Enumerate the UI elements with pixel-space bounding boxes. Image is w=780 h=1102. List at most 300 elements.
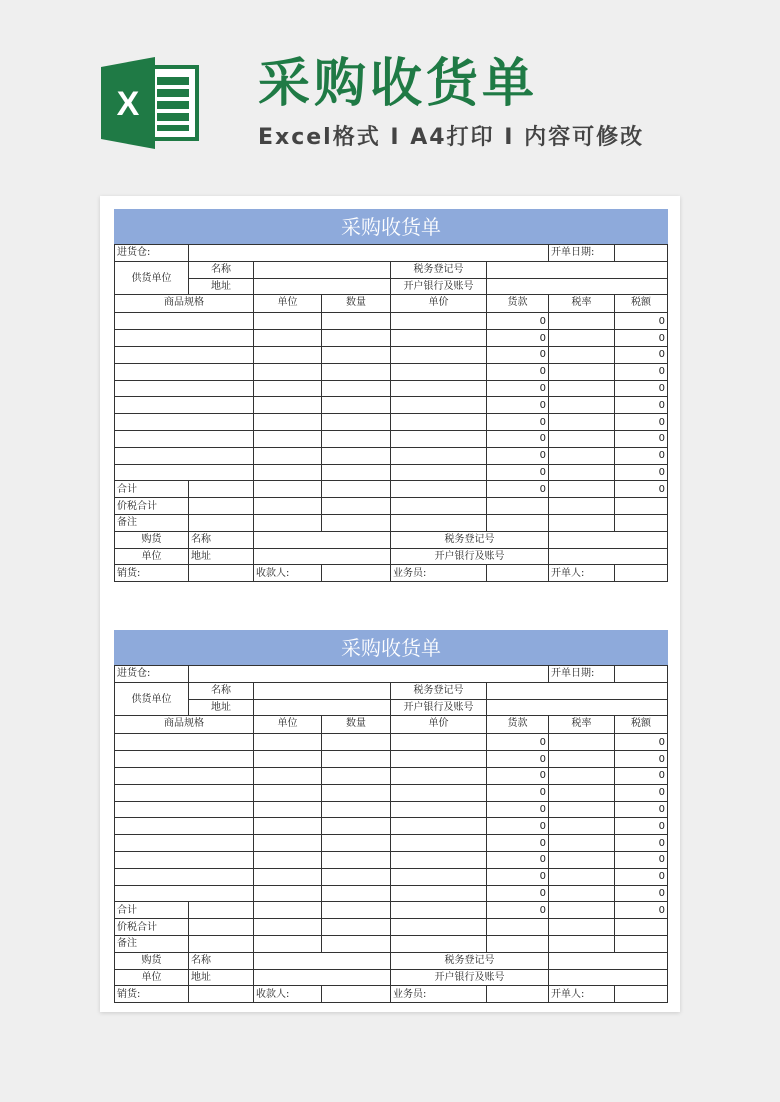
remarks-row-payment[interactable]: [487, 935, 549, 952]
unit-cell[interactable]: [254, 801, 322, 818]
salesperson-label: 业务员:: [391, 565, 487, 582]
tax-amount-cell: 0: [615, 397, 668, 414]
table-row: [115, 531, 668, 548]
tax-amount-cell: 0: [615, 868, 668, 885]
form-title: 采购收货单: [115, 210, 668, 245]
tax-amount-cell: 0: [615, 414, 668, 431]
item-spec-cell[interactable]: [115, 751, 254, 768]
buyer-tax-reg-label: 税务登记号: [391, 952, 549, 969]
purchase-receipt-form-1: [114, 209, 667, 582]
quantity-cell[interactable]: [322, 767, 391, 784]
tax-rate-cell[interactable]: [549, 447, 615, 464]
table-cell[interactable]: [549, 481, 615, 498]
unit-price-cell[interactable]: [391, 818, 487, 835]
payment-cell: 0: [487, 363, 549, 380]
table-cell[interactable]: [549, 514, 615, 531]
supplier-bank-label: 开户银行及账号: [391, 278, 487, 295]
table-row: [115, 295, 668, 313]
table-row: [115, 481, 668, 498]
table-cell[interactable]: [254, 902, 322, 919]
warehouse-input[interactable]: [189, 245, 549, 262]
buyer-address-label: 地址: [189, 548, 254, 565]
column-header: 单价: [391, 716, 487, 734]
total-row-tax: 0: [615, 481, 668, 498]
payee-input[interactable]: [322, 986, 391, 1003]
quantity-cell[interactable]: [322, 835, 391, 852]
unit-price-cell[interactable]: [391, 751, 487, 768]
tax-amount-cell: 0: [615, 380, 668, 397]
price-tax-total-row-tax[interactable]: [615, 919, 668, 936]
table-row: [115, 380, 668, 397]
supplier-tax-reg-label: 税务登记号: [391, 261, 487, 278]
table-cell[interactable]: [549, 935, 615, 952]
table-row: [115, 734, 668, 751]
column-header: 商品规格: [115, 295, 254, 313]
issuer-input[interactable]: [615, 565, 668, 582]
item-spec-cell[interactable]: [115, 885, 254, 902]
unit-price-cell[interactable]: [391, 313, 487, 330]
buyer-bank-input[interactable]: [549, 969, 668, 986]
column-header: 税额: [615, 716, 668, 734]
item-spec-cell[interactable]: [115, 380, 254, 397]
banner-subtitle: Excel格式 I A4打印 I 内容可修改: [258, 125, 645, 150]
quantity-cell[interactable]: [322, 414, 391, 431]
supplier-address-input[interactable]: [254, 699, 391, 716]
supplier-bank-label: 开户银行及账号: [391, 699, 487, 716]
tax-amount-cell: 0: [615, 784, 668, 801]
table-cell[interactable]: [549, 919, 615, 936]
unit-cell[interactable]: [254, 784, 322, 801]
unit-price-cell[interactable]: [391, 885, 487, 902]
item-spec-cell[interactable]: [115, 447, 254, 464]
unit-price-cell[interactable]: [391, 767, 487, 784]
tax-rate-cell[interactable]: [549, 380, 615, 397]
purchase-receipt-form-2: [114, 630, 667, 1003]
table-cell[interactable]: [322, 498, 391, 515]
quantity-cell[interactable]: [322, 885, 391, 902]
table-row: [115, 919, 668, 936]
unit-price-cell[interactable]: [391, 851, 487, 868]
supplier-name-label: 名称: [189, 682, 254, 699]
buyer-address-label: 地址: [189, 969, 254, 986]
payment-cell: 0: [487, 380, 549, 397]
tax-amount-cell: 0: [615, 330, 668, 347]
supplier-bank-input[interactable]: [487, 699, 668, 716]
item-spec-cell[interactable]: [115, 363, 254, 380]
order-date-label: 开单日期:: [549, 666, 615, 683]
tax-rate-cell[interactable]: [549, 430, 615, 447]
column-header: 单价: [391, 295, 487, 313]
unit-cell[interactable]: [254, 447, 322, 464]
tax-rate-cell[interactable]: [549, 464, 615, 481]
unit-price-cell[interactable]: [391, 447, 487, 464]
supplier-name-input[interactable]: [254, 682, 391, 699]
unit-cell[interactable]: [254, 380, 322, 397]
unit-cell[interactable]: [254, 363, 322, 380]
buyer-tax-reg-input[interactable]: [549, 531, 668, 548]
remarks-row-tax[interactable]: [615, 514, 668, 531]
buyer-bank-input[interactable]: [549, 548, 668, 565]
unit-price-cell[interactable]: [391, 784, 487, 801]
unit-cell[interactable]: [254, 313, 322, 330]
supplier-address-label: 地址: [189, 278, 254, 295]
table-row: [115, 666, 668, 683]
issuer-label: 开单人:: [549, 565, 615, 582]
item-spec-cell[interactable]: [115, 784, 254, 801]
salesperson-input[interactable]: [487, 986, 549, 1003]
unit-cell[interactable]: [254, 851, 322, 868]
table-cell[interactable]: [189, 498, 254, 515]
quantity-cell[interactable]: [322, 784, 391, 801]
payment-cell: 0: [487, 835, 549, 852]
banner-title: 采购收货单: [258, 54, 539, 114]
item-spec-cell[interactable]: [115, 464, 254, 481]
item-spec-cell[interactable]: [115, 835, 254, 852]
column-header: 单位: [254, 716, 322, 734]
price-tax-total-row: 价税合计: [115, 498, 189, 515]
item-spec-cell[interactable]: [115, 397, 254, 414]
table-row: [115, 464, 668, 481]
quantity-cell[interactable]: [322, 851, 391, 868]
payee-label: 收款人:: [254, 565, 322, 582]
table-cell[interactable]: [254, 919, 322, 936]
supplier-bank-input[interactable]: [487, 278, 668, 295]
unit-cell[interactable]: [254, 818, 322, 835]
tax-amount-cell: 0: [615, 767, 668, 784]
tax-rate-cell[interactable]: [549, 751, 615, 768]
item-spec-cell[interactable]: [115, 414, 254, 431]
tax-amount-cell: 0: [615, 313, 668, 330]
quantity-cell[interactable]: [322, 346, 391, 363]
column-header: 数量: [322, 295, 391, 313]
quantity-cell[interactable]: [322, 430, 391, 447]
table-row: [115, 835, 668, 852]
quantity-cell[interactable]: [322, 734, 391, 751]
unit-price-cell[interactable]: [391, 330, 487, 347]
item-spec-cell[interactable]: [115, 734, 254, 751]
payment-cell: 0: [487, 464, 549, 481]
quantity-cell[interactable]: [322, 363, 391, 380]
table-row: [115, 818, 668, 835]
tax-rate-cell[interactable]: [549, 835, 615, 852]
unit-price-cell[interactable]: [391, 801, 487, 818]
sales-input[interactable]: [189, 986, 254, 1003]
unit-cell[interactable]: [254, 346, 322, 363]
table-cell[interactable]: [254, 514, 322, 531]
tax-amount-cell: 0: [615, 851, 668, 868]
tax-rate-cell[interactable]: [549, 784, 615, 801]
unit-cell[interactable]: [254, 414, 322, 431]
table-row: [115, 548, 668, 565]
price-tax-total-row-tax[interactable]: [615, 498, 668, 515]
item-spec-cell[interactable]: [115, 851, 254, 868]
tax-amount-cell: 0: [615, 801, 668, 818]
buyer-address-input[interactable]: [254, 969, 391, 986]
receipt-table: [114, 209, 668, 582]
item-spec-cell[interactable]: [115, 313, 254, 330]
payment-cell: 0: [487, 801, 549, 818]
column-header: 货款: [487, 716, 549, 734]
issuer-input[interactable]: [615, 986, 668, 1003]
unit-cell[interactable]: [254, 330, 322, 347]
quantity-cell[interactable]: [322, 330, 391, 347]
buyer-tax-reg-label: 税务登记号: [391, 531, 549, 548]
table-row: [115, 514, 668, 531]
payment-cell: 0: [487, 313, 549, 330]
payment-cell: 0: [487, 767, 549, 784]
table-cell[interactable]: [549, 902, 615, 919]
table-cell[interactable]: [322, 919, 391, 936]
column-header: 数量: [322, 716, 391, 734]
item-spec-cell[interactable]: [115, 346, 254, 363]
excel-logo-icon: [101, 57, 199, 149]
supplier-address-input[interactable]: [254, 278, 391, 295]
table-row: [115, 565, 668, 582]
table-row: [115, 868, 668, 885]
column-header: 单位: [254, 295, 322, 313]
column-header: 税率: [549, 716, 615, 734]
unit-price-cell[interactable]: [391, 414, 487, 431]
quantity-cell[interactable]: [322, 313, 391, 330]
salesperson-input[interactable]: [487, 565, 549, 582]
unit-cell[interactable]: [254, 464, 322, 481]
unit-cell[interactable]: [254, 397, 322, 414]
tax-rate-cell[interactable]: [549, 363, 615, 380]
warehouse-input[interactable]: [189, 666, 549, 683]
table-row: [115, 751, 668, 768]
table-row: [115, 716, 668, 734]
quantity-cell[interactable]: [322, 751, 391, 768]
remarks-row: 备注: [115, 514, 189, 531]
table-row: [115, 363, 668, 380]
table-cell[interactable]: [322, 935, 391, 952]
table-row: [115, 784, 668, 801]
table-row: [115, 767, 668, 784]
tax-amount-cell: 0: [615, 430, 668, 447]
tax-amount-cell: 0: [615, 363, 668, 380]
unit-price-cell[interactable]: [391, 464, 487, 481]
table-row: [115, 935, 668, 952]
total-row: 合计: [115, 902, 189, 919]
table-row: [115, 430, 668, 447]
buyer-label-2: 单位: [115, 969, 189, 986]
unit-cell[interactable]: [254, 734, 322, 751]
tax-rate-cell[interactable]: [549, 801, 615, 818]
item-spec-cell[interactable]: [115, 767, 254, 784]
tax-rate-cell[interactable]: [549, 414, 615, 431]
table-cell[interactable]: [391, 935, 487, 952]
order-date-input[interactable]: [615, 245, 668, 262]
item-spec-cell[interactable]: [115, 818, 254, 835]
unit-cell[interactable]: [254, 430, 322, 447]
table-cell[interactable]: [254, 481, 322, 498]
unit-price-cell[interactable]: [391, 734, 487, 751]
tax-amount-cell: 0: [615, 734, 668, 751]
tax-rate-cell[interactable]: [549, 818, 615, 835]
supplier-label: 供货单位: [115, 682, 189, 716]
warehouse-label: 进货仓:: [115, 245, 189, 262]
table-row: [115, 902, 668, 919]
order-date-input[interactable]: [615, 666, 668, 683]
order-date-label: 开单日期:: [549, 245, 615, 262]
supplier-tax-reg-input[interactable]: [487, 682, 668, 699]
form-title: 采购收货单: [115, 631, 668, 666]
buyer-label-2: 单位: [115, 548, 189, 565]
table-row: [115, 261, 668, 278]
supplier-label: 供货单位: [115, 261, 189, 295]
unit-price-cell[interactable]: [391, 346, 487, 363]
buyer-name-input[interactable]: [254, 531, 391, 548]
sales-input[interactable]: [189, 565, 254, 582]
payee-input[interactable]: [322, 565, 391, 582]
unit-cell[interactable]: [254, 835, 322, 852]
item-spec-cell[interactable]: [115, 430, 254, 447]
tax-amount-cell: 0: [615, 818, 668, 835]
table-cell[interactable]: [391, 902, 487, 919]
table-row: [115, 952, 668, 969]
column-header: 税额: [615, 295, 668, 313]
payment-cell: 0: [487, 868, 549, 885]
table-cell[interactable]: [391, 514, 487, 531]
svg-text:X: X: [116, 85, 140, 123]
tax-rate-cell[interactable]: [549, 313, 615, 330]
tax-rate-cell[interactable]: [549, 868, 615, 885]
salesperson-label: 业务员:: [391, 986, 487, 1003]
table-cell[interactable]: [549, 498, 615, 515]
issuer-label: 开单人:: [549, 986, 615, 1003]
tax-rate-cell[interactable]: [549, 734, 615, 751]
unit-cell[interactable]: [254, 885, 322, 902]
tax-rate-cell[interactable]: [549, 346, 615, 363]
receipt-table: [114, 630, 668, 1003]
tax-amount-cell: 0: [615, 346, 668, 363]
table-cell[interactable]: [189, 514, 254, 531]
payment-cell: 0: [487, 784, 549, 801]
quantity-cell[interactable]: [322, 380, 391, 397]
price-tax-total-row-payment[interactable]: [487, 919, 549, 936]
table-cell[interactable]: [391, 919, 487, 936]
table-cell[interactable]: [391, 481, 487, 498]
table-cell[interactable]: [254, 498, 322, 515]
table-cell[interactable]: [254, 935, 322, 952]
item-spec-cell[interactable]: [115, 868, 254, 885]
payment-cell: 0: [487, 414, 549, 431]
unit-price-cell[interactable]: [391, 397, 487, 414]
table-cell[interactable]: [322, 481, 391, 498]
tax-amount-cell: 0: [615, 751, 668, 768]
table-cell[interactable]: [322, 902, 391, 919]
remarks-row-tax[interactable]: [615, 935, 668, 952]
unit-price-cell[interactable]: [391, 835, 487, 852]
item-spec-cell[interactable]: [115, 330, 254, 347]
table-row: [115, 699, 668, 716]
tax-rate-cell[interactable]: [549, 330, 615, 347]
payment-cell: 0: [487, 346, 549, 363]
tax-rate-cell[interactable]: [549, 851, 615, 868]
unit-cell[interactable]: [254, 767, 322, 784]
supplier-name-input[interactable]: [254, 261, 391, 278]
quantity-cell[interactable]: [322, 868, 391, 885]
sales-label: 销货:: [115, 986, 189, 1003]
quantity-cell[interactable]: [322, 447, 391, 464]
unit-cell[interactable]: [254, 868, 322, 885]
buyer-bank-label: 开户银行及账号: [391, 548, 549, 565]
payment-cell: 0: [487, 397, 549, 414]
tax-amount-cell: 0: [615, 464, 668, 481]
table-row: [115, 313, 668, 330]
table-row: [115, 498, 668, 515]
supplier-name-label: 名称: [189, 261, 254, 278]
column-header: 货款: [487, 295, 549, 313]
table-cell[interactable]: [322, 514, 391, 531]
supplier-address-label: 地址: [189, 699, 254, 716]
unit-price-cell[interactable]: [391, 430, 487, 447]
price-tax-total-row: 价税合计: [115, 919, 189, 936]
table-cell[interactable]: [189, 902, 254, 919]
tax-rate-cell[interactable]: [549, 397, 615, 414]
table-row: [115, 986, 668, 1003]
tax-rate-cell[interactable]: [549, 885, 615, 902]
column-header: 税率: [549, 295, 615, 313]
table-row: [115, 851, 668, 868]
payment-cell: 0: [487, 818, 549, 835]
table-row: [115, 682, 668, 699]
table-row: [115, 346, 668, 363]
remarks-row-payment[interactable]: [487, 514, 549, 531]
quantity-cell[interactable]: [322, 397, 391, 414]
payment-cell: 0: [487, 851, 549, 868]
item-spec-cell[interactable]: [115, 801, 254, 818]
quantity-cell[interactable]: [322, 801, 391, 818]
payment-cell: 0: [487, 447, 549, 464]
buyer-label: 购货: [115, 952, 189, 969]
payment-cell: 0: [487, 430, 549, 447]
sales-label: 销货:: [115, 565, 189, 582]
payment-cell: 0: [487, 885, 549, 902]
buyer-bank-label: 开户银行及账号: [391, 969, 549, 986]
supplier-tax-reg-label: 税务登记号: [391, 682, 487, 699]
tax-rate-cell[interactable]: [549, 767, 615, 784]
buyer-name-label: 名称: [189, 531, 254, 548]
table-cell[interactable]: [189, 481, 254, 498]
total-row-payment: 0: [487, 902, 549, 919]
table-cell[interactable]: [189, 919, 254, 936]
buyer-name-input[interactable]: [254, 952, 391, 969]
quantity-cell[interactable]: [322, 818, 391, 835]
unit-price-cell[interactable]: [391, 868, 487, 885]
payee-label: 收款人:: [254, 986, 322, 1003]
price-tax-total-row-payment[interactable]: [487, 498, 549, 515]
warehouse-label: 进货仓:: [115, 666, 189, 683]
table-row: [115, 969, 668, 986]
tax-amount-cell: 0: [615, 885, 668, 902]
buyer-address-input[interactable]: [254, 548, 391, 565]
table-row: [115, 210, 668, 245]
unit-price-cell[interactable]: [391, 380, 487, 397]
column-header: 商品规格: [115, 716, 254, 734]
unit-price-cell[interactable]: [391, 363, 487, 380]
total-row-payment: 0: [487, 481, 549, 498]
supplier-tax-reg-input[interactable]: [487, 261, 668, 278]
quantity-cell[interactable]: [322, 464, 391, 481]
tax-amount-cell: 0: [615, 835, 668, 852]
unit-cell[interactable]: [254, 751, 322, 768]
table-cell[interactable]: [391, 498, 487, 515]
table-row: [115, 801, 668, 818]
table-cell[interactable]: [189, 935, 254, 952]
table-row: [115, 330, 668, 347]
buyer-tax-reg-input[interactable]: [549, 952, 668, 969]
